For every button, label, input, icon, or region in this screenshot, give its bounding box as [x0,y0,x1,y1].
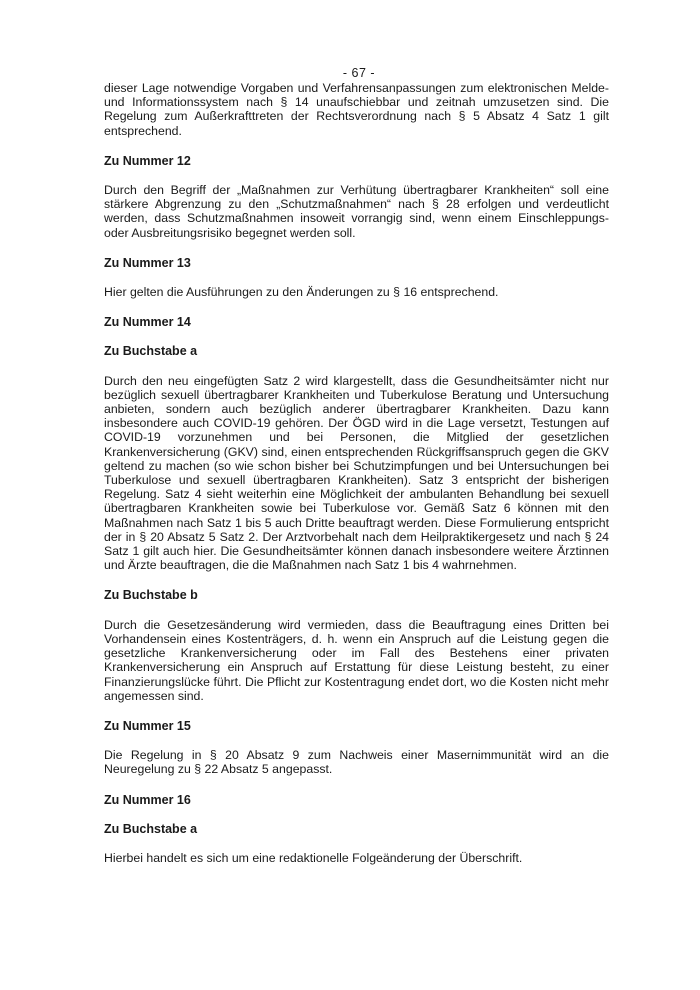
heading-nummer-13: Zu Nummer 13 [104,255,191,270]
paragraph-nummer-14-buchstabe-a: Durch den neu eingefügten Satz 2 wird klargestellt, dass die Gesundheitsämter nicht nur bezüglich sexuell übertragbarer Krankheiten und Tuberkulose Beratung und Untersuchung anbieten, sondern auch bezüglich anderer übertragbarer Krankheiten. Dazu kann insbesondere auch COVID-19 gehören. Der ÖGD wird in die Lage versetzt, Testungen auf COVID-19 vorzunehmen und bei Personen, die Mitglied der gesetzlichen Krankenversicherung (GKV) sind, einen entsprechenden Rückgriffsanspruch gegen die GKV geltend zu machen (so wie schon bisher bei Schutzimpfungen und bei Untersuchungen bei Tuberkulose und sexuell übertragbaren Krankheiten). Satz 3 entspricht der bisherigen Regelung. Satz 4 sieht weiterhin eine Möglichkeit der ambulanten Behandlung bei sexuell übertragbaren Krankheiten sowie bei Tuberkulose vor. Gemäß Satz 6 können mit den Maßnahmen nach Satz 1 bis 5 auch Dritte beauftragt werden. Diese Formulierung entspricht der in § 20 Absatz 5 Satz 2. Der Arztvorbehalt nach dem Heilpraktikergesetz und nach § 24 Satz 1 gilt auch hier. Die Gesundheitsämter können danach insbesondere weitere Ärztinnen und Ärzte beauftragen, die die Maßnahmen nach Satz 1 bis 4 wahrnehmen. [104,373,609,573]
paragraph-nummer-14-buchstabe-b: Durch die Gesetzesänderung wird vermieden, dass die Beauftragung eines Dritten bei Vorhandensein eines Kostenträgers, d. h. wenn ein Anspruch auf die Leistung gegen die gesetzliche Krankenversicherung oder im Fall des Bestehens einer privaten Krankenversicherung ein Anspruch auf Erstattung für diese Leistung besteht, zu einer Finanzierungslücke führt. Die Pflicht zur Kostentragung endet dort, wo die Kosten nicht mehr angemessen sind. [104,617,609,703]
page-number: - 67 - [342,66,376,80]
paragraph-nummer-16-buchstabe-a: Hierbei handelt es sich um eine redaktionelle Folgeänderung der Überschrift. [104,850,523,865]
heading-nummer-16-buchstabe-a: Zu Buchstabe a [104,821,198,836]
heading-nummer-15: Zu Nummer 15 [104,718,191,733]
heading-nummer-14-buchstabe-a: Zu Buchstabe a [104,344,198,359]
paragraph-nummer-12: Durch den Begriff der „Maßnahmen zur Verhütung übertragbarer Krankheiten“ soll eine stärkere Abgrenzung zu den „Schutzmaßnahmen“ nach § 28 erfolgen und verdeutlicht werden, dass Schutzmaßnahmen insoweit vorrangig sind, wenn einem Einschleppungs- oder Ausbreitungsrisiko begegnet werden soll. [104,183,609,240]
heading-nummer-14-buchstabe-b: Zu Buchstabe b [104,588,198,603]
heading-nummer-16: Zu Nummer 16 [104,792,191,807]
paragraph-nummer-13: Hier gelten die Ausführungen zu den Änderungen zu § 16 entsprechend. [104,285,499,300]
heading-nummer-14: Zu Nummer 14 [104,315,191,330]
paragraph-nummer-15: Die Regelung in § 20 Absatz 9 zum Nachweis einer Masernimmunität wird an die Neuregelung zu § 22 Absatz 5 angepasst. [104,748,609,777]
document-body [104,81,609,865]
paragraph-intro: dieser Lage notwendige Vorgaben und Verfahrensanpassungen zum elektronischen Melde- und Informationssystem nach § 14 unaufschiebbar und zeitnah umzusetzen sind. Die Regelung zum Außerkrafttreten der Rechtsverordnung nach § 5 Absatz 4 Satz 1 gilt entsprechend. [104,81,609,138]
heading-nummer-12: Zu Nummer 12 [104,153,191,168]
